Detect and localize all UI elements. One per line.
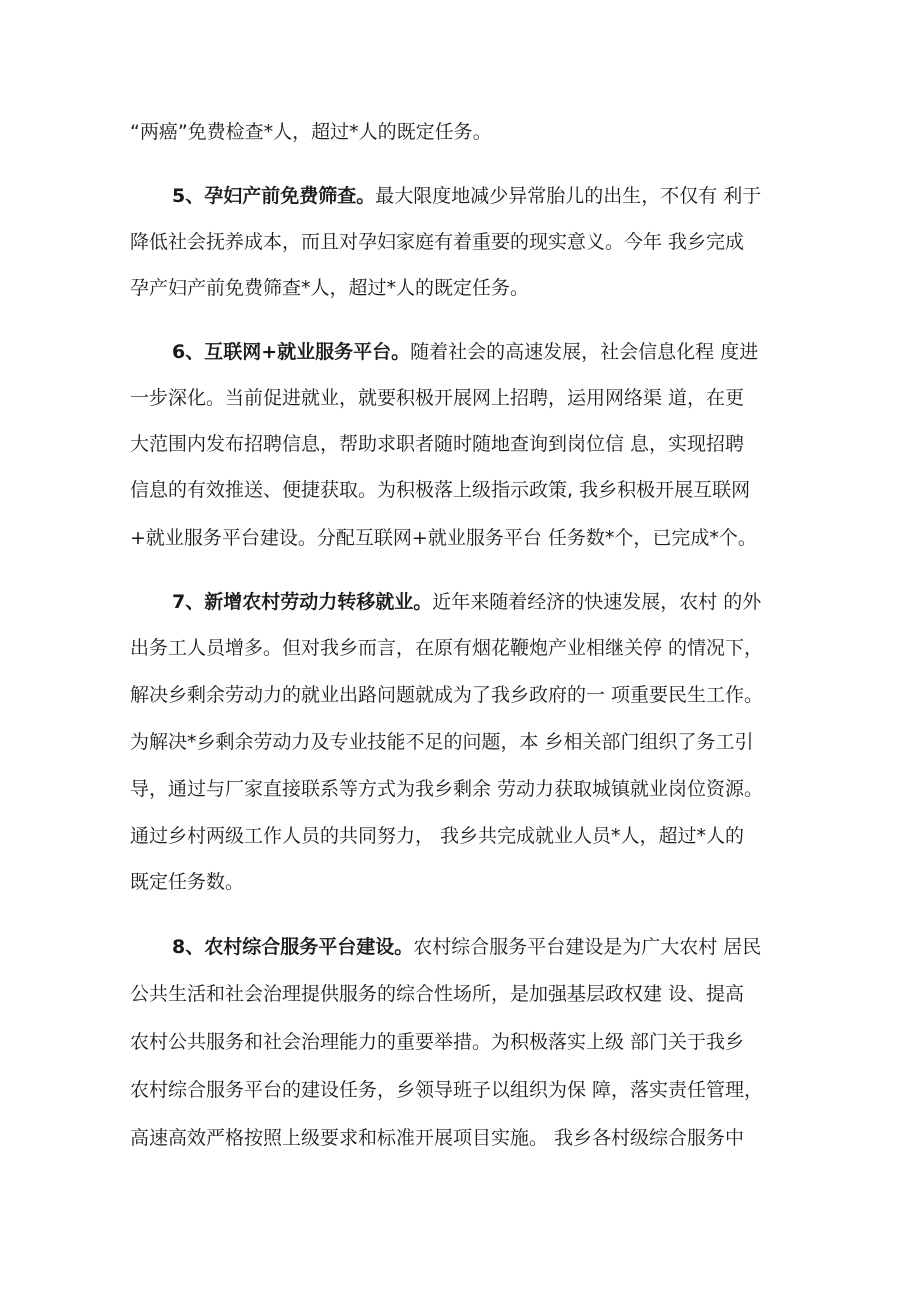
paragraph-heading: 7、新增农村劳动力转移就业。 [172,591,433,613]
text-line: 公共生活和社会治理提供服务的综合性场所，是加强基层政权建 设、提高 [130,983,745,1005]
text-line: 降低社会抚养成本，而且对孕妇家庭有着重要的现实意义。今年 我乡完成 [130,231,745,253]
text-line: 既定任务数。 [130,871,245,893]
text-line: 通过乡村两级工作人员的共同努力， 我乡共完成就业人员*人，超过*人的 [130,825,745,847]
text-line: 出务工人员增多。但对我乡而言，在原有烟花鞭炮产业相继关停 的情况下， [130,637,764,659]
text-span: 农村综合服务平台建设是为广大农村 居民 [413,936,762,958]
paragraph-heading: 5、孕妇产前免费筛查。 [172,185,376,207]
text-line: 农村综合服务平台的建设任务，乡领导班子以组织为保 障，落实责任管理， [130,1079,764,1101]
paragraph-6-first-line [172,334,810,370]
paragraph-7-first-line [172,584,810,620]
text-line: 导，通过与厂家直接联系等方式为我乡剩余 劳动力获取城镇就业岗位资源。 [130,778,764,800]
text-span: 近年来随着经济的快速发展，农村 的外 [432,591,762,613]
text-line: 信息的有效推送、便捷获取。为积极落上级指示政策, 我乡积极开展互联网 [130,479,751,501]
text-line: 解决乡剩余劳动力的就业出路问题就成为了我乡政府的一 项重要民生工作。 [130,684,764,706]
paragraph-heading: 6、互联网+就业服务平台。 [172,341,411,363]
text-line: “两癌”免费检查*人，超过*人的既定任务。 [130,121,492,143]
paragraph-5-first-line [172,178,810,214]
text-line: 高速高效严格按照上级要求和标准开展项目实施。 我乡各村级综合服务中 [130,1127,745,1149]
paragraph-heading: 8、农村综合服务平台建设。 [172,936,414,958]
text-line: 孕产妇产前免费筛查*人，超过*人的既定任务。 [130,277,530,299]
text-span: 最大限度地减少异常胎儿的出生，不仅有 利于 [375,185,762,207]
text-line: 一步深化。当前促进就业，就要积极开展网上招聘，运用网络渠 道，在更 [130,387,745,409]
text-span: 随着社会的高速发展，社会信息化程 度进 [410,341,759,363]
paragraph-8-first-line [172,929,810,965]
text-line: +就业服务平台建设。分配互联网+就业服务平台 任务数*个，已完成*个。 [130,527,757,549]
text-line: 为解决*乡剩余劳动力及专业技能不足的问题，本 乡相关部门组织了务工引 [130,731,754,753]
text-line: 大范围内发布招聘信息，帮助求职者随时随地查询到岗位信 息，实现招聘 [130,433,745,455]
text-line: 农村公共服务和社会治理能力的重要举措。为积极落实上级 部门关于我乡 [130,1031,745,1053]
